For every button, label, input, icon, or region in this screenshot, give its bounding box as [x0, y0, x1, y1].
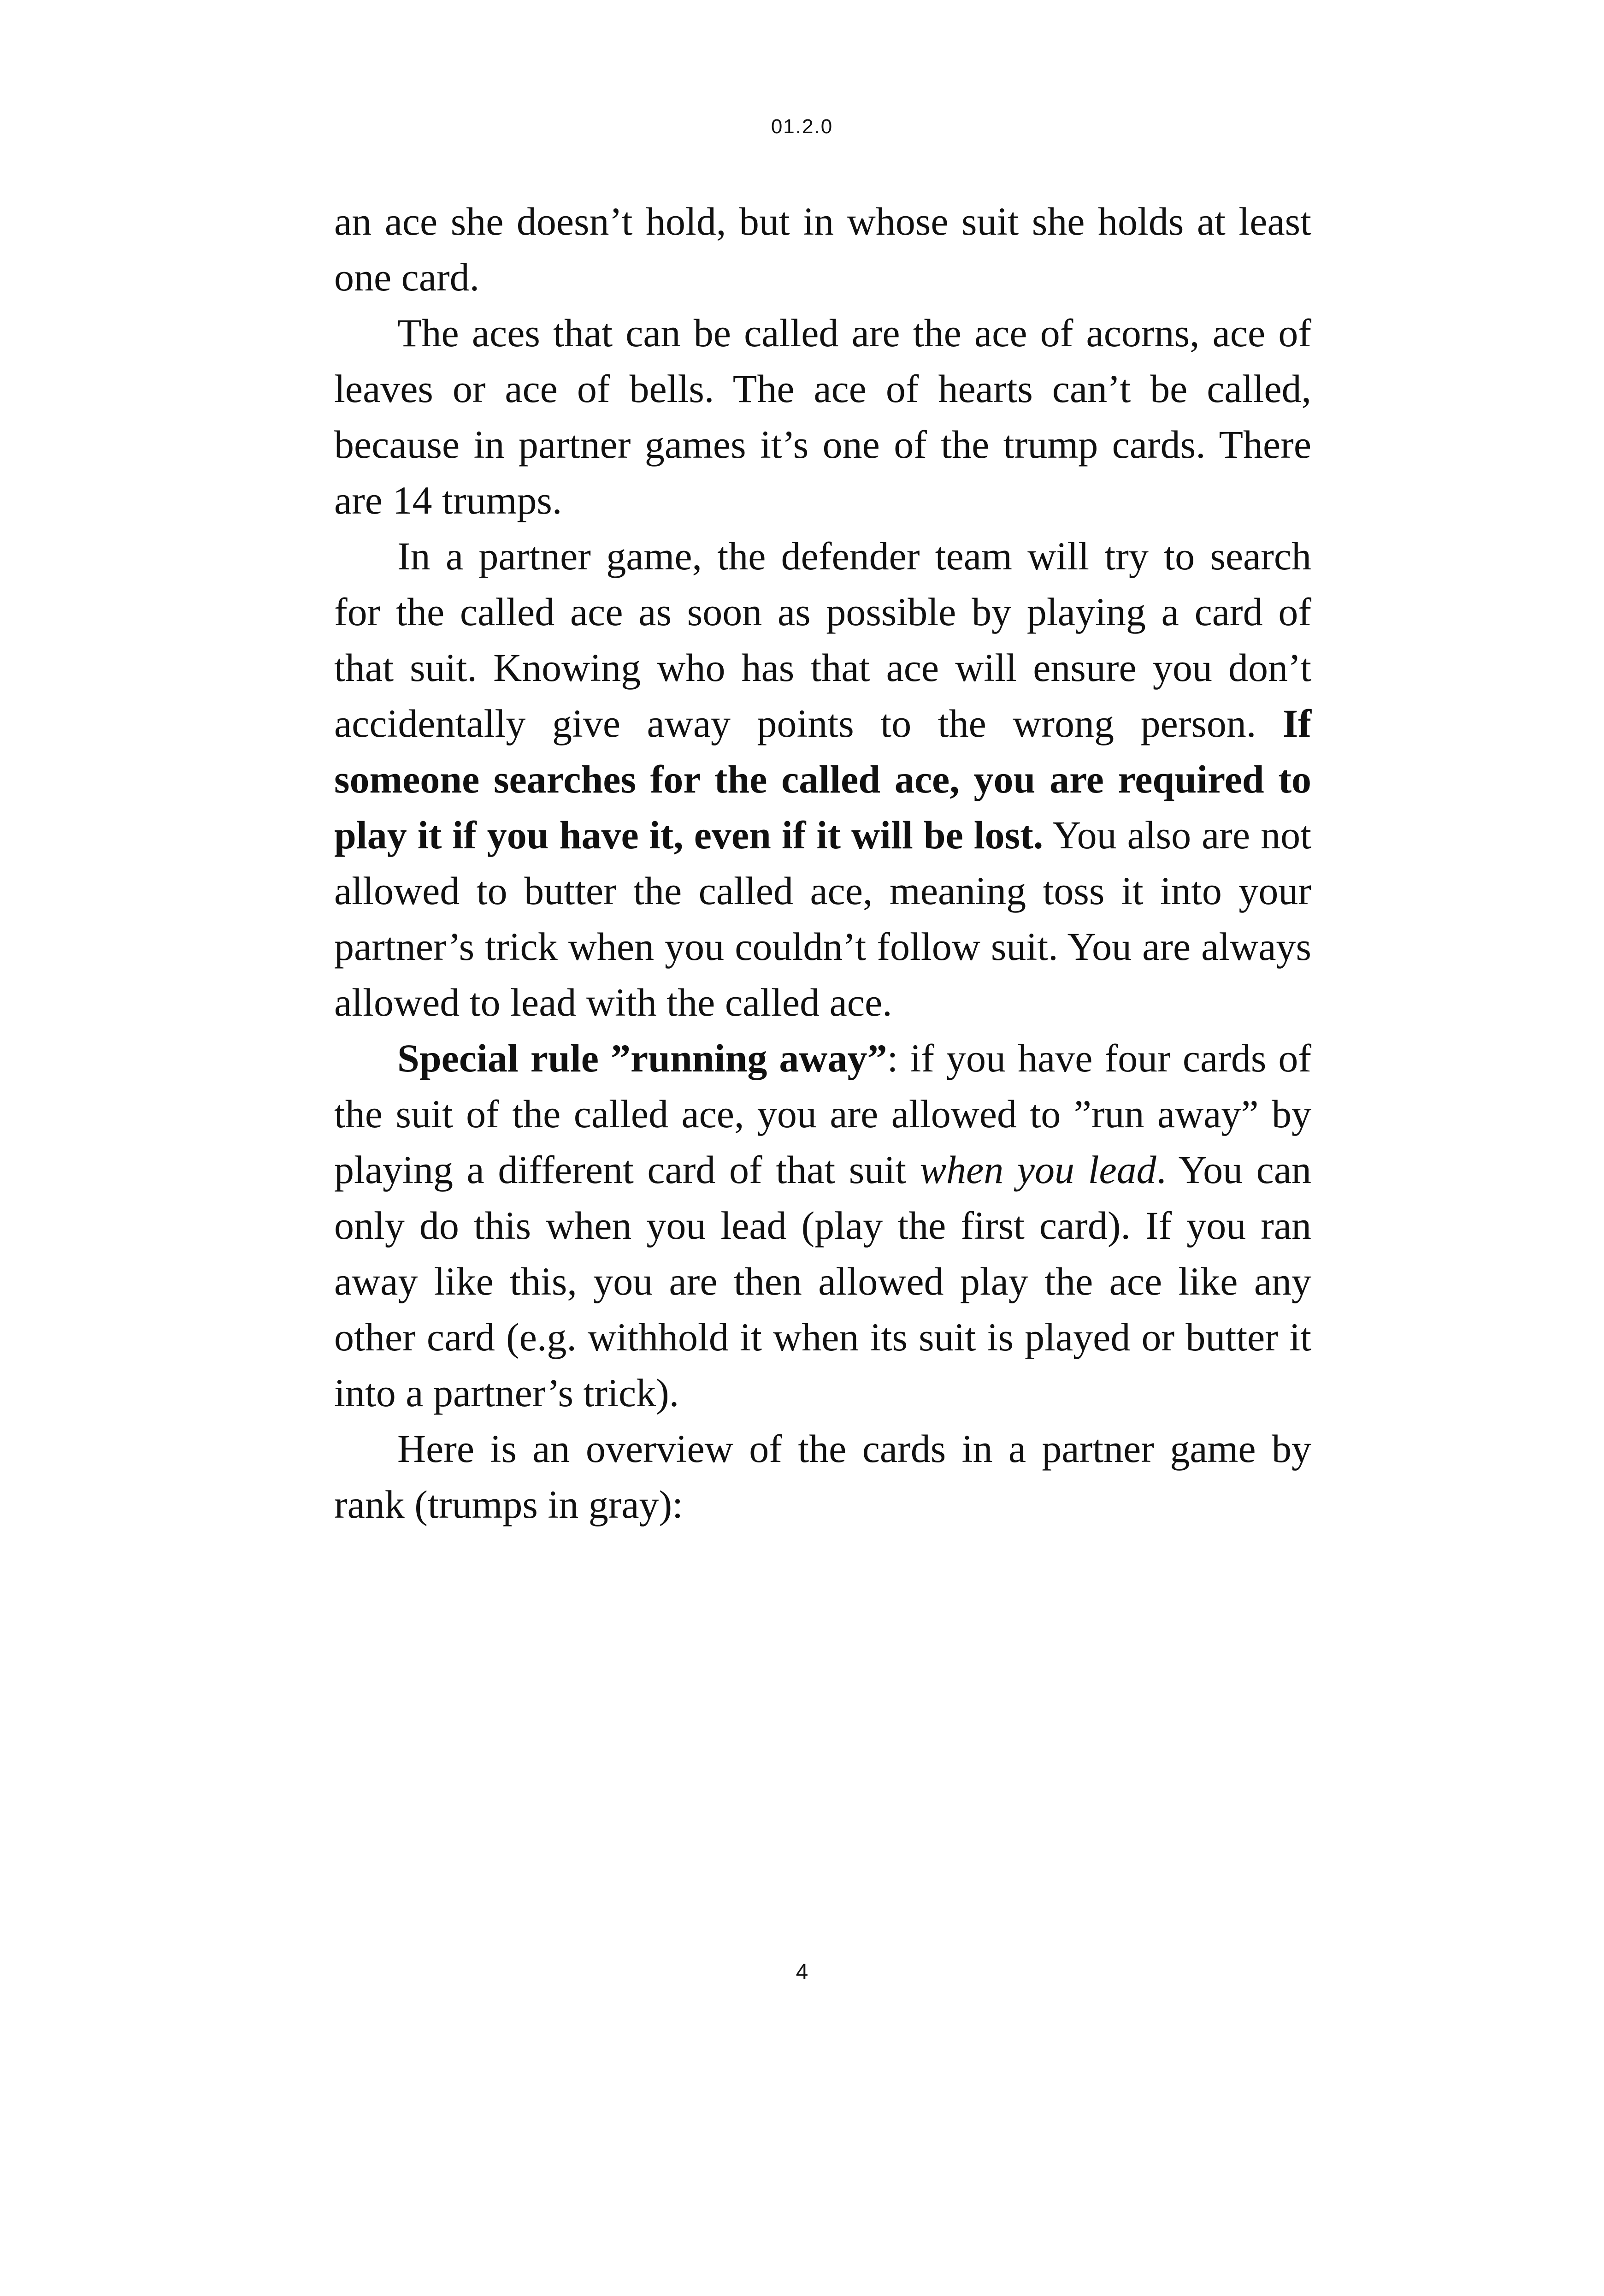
paragraph-4: [334, 1030, 1311, 1421]
paragraph-3: [334, 528, 1311, 1030]
paragraph-3-text-b: You also are not allowed to butter the called ace, meaning toss it into your partner’s trick when you couldn’t follow suit. You are always allowed to lead with the called ace.: [334, 813, 1312, 1024]
running-header-version: 01.2.0: [771, 115, 833, 138]
paragraph-4-text-b: . You can only do this when you lead (play the first card). If you ran away like this, you are then allowed play the ace like any other card (e.g. withhold it when its suit is played or butter it into a partner’s trick).: [334, 1148, 1312, 1415]
paragraph-4-bold-heading: Special rule ”running away”: [397, 1036, 887, 1080]
paragraph-4-text-a: : if you have four cards of the suit of the called ace, you are allowed to ”run away” by playing a different card of that suit: [334, 1036, 1311, 1192]
paragraph-2: The aces that can be called are the ace of acorns, ace of leaves or ace of bells. The ace of hearts can’t be called, because in partner games it’s one of the trump cards. There are 14 trumps.: [334, 311, 1311, 522]
body-text: [334, 194, 1311, 1533]
paragraph-3-bold-rule: If someone searches for the called ace, you are required to play it if you have it, even if it will be lost.: [334, 701, 1311, 857]
paragraph-3-text-a: In a partner game, the defender team will try to search for the called ace as soon as possible by playing a card of that suit. Knowing who has that ace will ensure you don’t accidentally give away points to the wrong person.: [334, 534, 1311, 746]
paragraph-5: Here is an overview of the cards in a partner game by rank (trumps in gray):: [334, 1426, 1311, 1527]
paragraph-1: an ace she doesn’t hold, but in whose suit she holds at least one card.: [334, 199, 1311, 299]
paragraph-4-italic: when you lead: [920, 1148, 1156, 1192]
page-number: 4: [796, 1960, 808, 1984]
